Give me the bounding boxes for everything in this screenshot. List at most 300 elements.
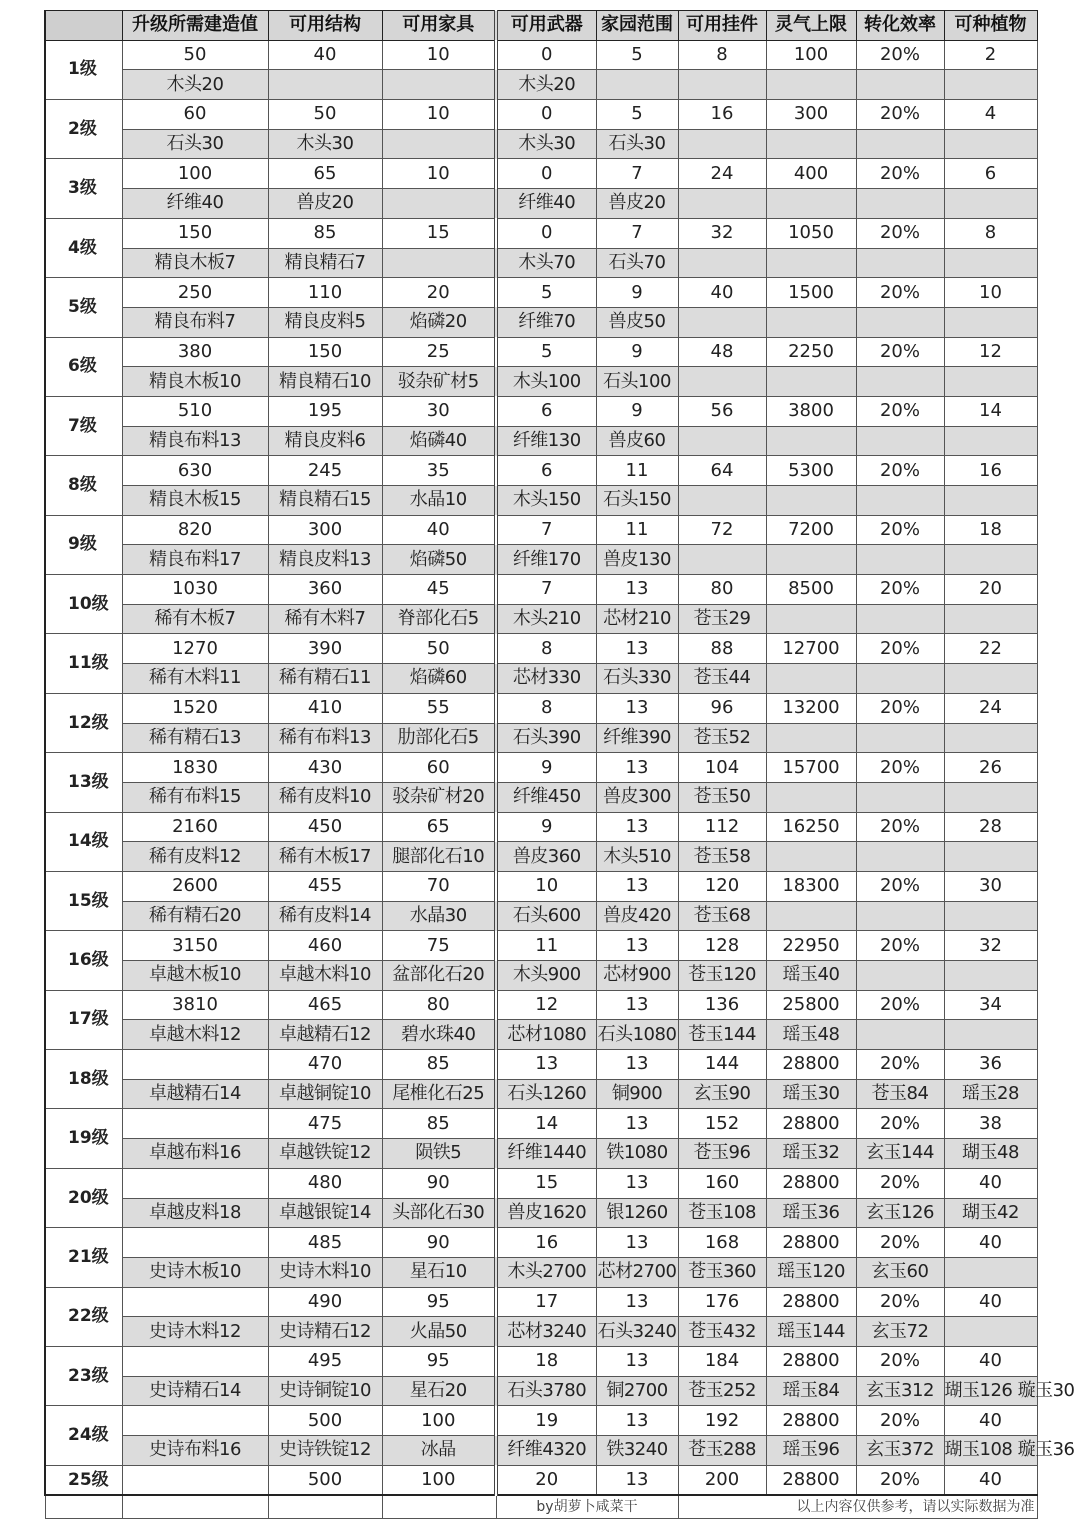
value-cell: 40 xyxy=(268,40,382,70)
value-cell: 3150 xyxy=(122,931,268,961)
material-cell: 精良精石7 xyxy=(268,248,382,278)
material-cell: 石头3780 xyxy=(496,1376,596,1406)
value-cell: 13 xyxy=(596,634,678,664)
material-cell: 苍玉50 xyxy=(678,782,766,812)
material-cell xyxy=(382,70,496,100)
material-cell xyxy=(678,248,766,278)
material-cell: 木头30 xyxy=(268,129,382,159)
value-cell: 100 xyxy=(382,1406,496,1436)
level-label: 3级 xyxy=(45,159,122,218)
value-cell: 15 xyxy=(496,1168,596,1198)
value-cell: 40 xyxy=(944,1168,1037,1198)
value-cell: 55 xyxy=(382,693,496,723)
value-cell: 100 xyxy=(122,159,268,189)
material-cell xyxy=(944,307,1037,337)
value-cell: 300 xyxy=(766,100,856,130)
value-cell: 3810 xyxy=(122,990,268,1020)
level-materials-row xyxy=(45,367,1037,397)
value-cell: 13 xyxy=(596,931,678,961)
material-cell xyxy=(382,129,496,159)
value-cell: 85 xyxy=(382,1109,496,1139)
value-cell: 1520 xyxy=(122,693,268,723)
material-cell: 头部化石30 xyxy=(382,1198,496,1228)
value-cell: 7 xyxy=(496,575,596,605)
footer-blank-cell xyxy=(45,1495,122,1519)
material-cell: 石头330 xyxy=(596,664,678,694)
value-cell: 20% xyxy=(856,1168,944,1198)
material-cell xyxy=(944,486,1037,516)
level-materials-row xyxy=(45,248,1037,278)
value-cell: 20% xyxy=(856,693,944,723)
material-cell xyxy=(678,367,766,397)
level-values-row xyxy=(45,1287,1037,1317)
value-cell: 110 xyxy=(268,278,382,308)
value-cell: 12700 xyxy=(766,634,856,664)
value-cell: 1270 xyxy=(122,634,268,664)
material-cell xyxy=(766,307,856,337)
material-cell: 瑶玉40 xyxy=(766,961,856,991)
value-cell: 455 xyxy=(268,871,382,901)
level-label: 12级 xyxy=(45,693,122,752)
value-cell: 9 xyxy=(496,753,596,783)
material-cell xyxy=(766,129,856,159)
value-cell: 34 xyxy=(944,990,1037,1020)
level-values-row xyxy=(45,1168,1037,1198)
level-values-row xyxy=(45,1228,1037,1258)
material-cell: 苍玉252 xyxy=(678,1376,766,1406)
value-cell: 20 xyxy=(944,575,1037,605)
value-cell: 80 xyxy=(382,990,496,1020)
level-values-row xyxy=(45,753,1037,783)
level-materials-row xyxy=(45,961,1037,991)
material-cell: 纤维1440 xyxy=(496,1139,596,1169)
value-cell: 100 xyxy=(766,40,856,70)
value-cell: 12 xyxy=(496,990,596,1020)
value-cell: 250 xyxy=(122,278,268,308)
value-cell: 13 xyxy=(596,1109,678,1139)
material-cell: 稀有皮料10 xyxy=(268,782,382,812)
material-cell xyxy=(944,842,1037,872)
level-materials-row xyxy=(45,1317,1037,1347)
material-cell xyxy=(856,664,944,694)
material-cell: 芯材900 xyxy=(596,961,678,991)
material-cell: 卓越铜锭10 xyxy=(268,1079,382,1109)
material-cell: 卓越铁锭12 xyxy=(268,1139,382,1169)
material-cell: 纤维390 xyxy=(596,723,678,753)
material-cell: 瑶玉30 xyxy=(766,1079,856,1109)
material-cell: 苍玉432 xyxy=(678,1317,766,1347)
level-values-row xyxy=(45,812,1037,842)
value-cell: 120 xyxy=(678,871,766,901)
value-cell: 400 xyxy=(766,159,856,189)
value-cell: 2 xyxy=(944,40,1037,70)
level-label: 14级 xyxy=(45,812,122,871)
column-header: 可用家具 xyxy=(382,11,496,41)
value-cell: 16 xyxy=(944,456,1037,486)
material-cell: 史诗木板10 xyxy=(122,1257,268,1287)
material-cell: 玄玉144 xyxy=(856,1139,944,1169)
value-cell: 20% xyxy=(856,159,944,189)
level-values-row xyxy=(45,100,1037,130)
value-cell: 40 xyxy=(944,1287,1037,1317)
value-cell: 5 xyxy=(596,40,678,70)
value-cell: 85 xyxy=(382,1050,496,1080)
value-cell: 8 xyxy=(496,693,596,723)
value-cell: 25 xyxy=(382,337,496,367)
level-label: 15级 xyxy=(45,871,122,930)
material-cell xyxy=(766,189,856,219)
level-values-row xyxy=(45,575,1037,605)
value-cell: 38 xyxy=(944,1109,1037,1139)
level-materials-row xyxy=(45,1139,1037,1169)
material-cell: 兽皮360 xyxy=(496,842,596,872)
level-label: 11级 xyxy=(45,634,122,693)
material-cell: 卓越木料12 xyxy=(122,1020,268,1050)
value-cell: 360 xyxy=(268,575,382,605)
material-cell xyxy=(678,189,766,219)
material-cell: 卓越木料10 xyxy=(268,961,382,991)
material-cell: 卓越精石14 xyxy=(122,1079,268,1109)
value-cell: 9 xyxy=(596,396,678,426)
level-values-row xyxy=(45,990,1037,1020)
value-cell: 500 xyxy=(268,1465,382,1495)
value-cell xyxy=(122,1287,268,1317)
material-cell: 稀有精石11 xyxy=(268,664,382,694)
value-cell: 40 xyxy=(678,278,766,308)
value-cell: 96 xyxy=(678,693,766,723)
material-cell xyxy=(856,426,944,456)
value-cell: 25800 xyxy=(766,990,856,1020)
material-cell: 稀有布料13 xyxy=(268,723,382,753)
material-cell: 苍玉360 xyxy=(678,1257,766,1287)
material-cell: 玄玉372 xyxy=(856,1436,944,1466)
material-cell: 水晶10 xyxy=(382,486,496,516)
value-cell: 0 xyxy=(496,100,596,130)
value-cell: 11 xyxy=(596,515,678,545)
value-cell: 630 xyxy=(122,456,268,486)
material-cell: 木头100 xyxy=(496,367,596,397)
material-cell xyxy=(856,604,944,634)
material-cell: 稀有木板7 xyxy=(122,604,268,634)
value-cell: 45 xyxy=(382,575,496,605)
value-cell: 13 xyxy=(596,693,678,723)
value-cell xyxy=(122,1465,268,1495)
material-cell xyxy=(766,723,856,753)
value-cell: 8 xyxy=(678,40,766,70)
level-materials-row xyxy=(45,1257,1037,1287)
value-cell: 60 xyxy=(122,100,268,130)
material-cell xyxy=(678,426,766,456)
material-cell xyxy=(678,545,766,575)
upgrade-table-sheet xyxy=(44,10,1075,1519)
value-cell: 8 xyxy=(496,634,596,664)
material-cell: 肋部化石5 xyxy=(382,723,496,753)
material-cell xyxy=(596,70,678,100)
material-cell: 瑶玉32 xyxy=(766,1139,856,1169)
column-header: 可种植物 xyxy=(944,11,1037,41)
value-cell: 32 xyxy=(678,218,766,248)
level-label: 4级 xyxy=(45,218,122,277)
material-cell xyxy=(856,367,944,397)
level-values-row xyxy=(45,396,1037,426)
value-cell: 390 xyxy=(268,634,382,664)
value-cell: 7 xyxy=(496,515,596,545)
material-cell xyxy=(766,70,856,100)
column-header: 灵气上限 xyxy=(766,11,856,41)
value-cell: 90 xyxy=(382,1228,496,1258)
level-values-row xyxy=(45,159,1037,189)
material-cell: 石头30 xyxy=(122,129,268,159)
material-cell: 史诗铜锭10 xyxy=(268,1376,382,1406)
value-cell: 40 xyxy=(944,1228,1037,1258)
value-cell: 85 xyxy=(268,218,382,248)
material-cell: 兽皮1620 xyxy=(496,1198,596,1228)
level-materials-row xyxy=(45,129,1037,159)
level-label: 10级 xyxy=(45,575,122,634)
level-label: 19级 xyxy=(45,1109,122,1168)
value-cell: 13 xyxy=(596,575,678,605)
value-cell: 28800 xyxy=(766,1228,856,1258)
material-cell: 瑶玉84 xyxy=(766,1376,856,1406)
material-cell: 稀有皮料12 xyxy=(122,842,268,872)
level-values-row xyxy=(45,634,1037,664)
value-cell: 17 xyxy=(496,1287,596,1317)
material-cell xyxy=(944,545,1037,575)
value-cell: 20% xyxy=(856,100,944,130)
level-label: 18级 xyxy=(45,1050,122,1109)
value-cell: 35 xyxy=(382,456,496,486)
material-cell: 木头900 xyxy=(496,961,596,991)
value-cell: 13 xyxy=(496,1050,596,1080)
material-cell: 瑶玉144 xyxy=(766,1317,856,1347)
material-cell: 木头210 xyxy=(496,604,596,634)
column-header: 家园范围 xyxy=(596,11,678,41)
material-cell: 兽皮20 xyxy=(596,189,678,219)
material-cell: 苍玉52 xyxy=(678,723,766,753)
level-values-row xyxy=(45,1050,1037,1080)
level-values-row xyxy=(45,871,1037,901)
material-cell: 精良皮料6 xyxy=(268,426,382,456)
material-cell: 精良皮料13 xyxy=(268,545,382,575)
value-cell: 8 xyxy=(944,218,1037,248)
value-cell: 13 xyxy=(596,753,678,783)
value-cell: 128 xyxy=(678,931,766,961)
material-cell: 芯材2700 xyxy=(596,1257,678,1287)
value-cell: 20 xyxy=(382,278,496,308)
level-values-row xyxy=(45,1109,1037,1139)
material-cell: 石头1260 xyxy=(496,1079,596,1109)
material-cell: 石头150 xyxy=(596,486,678,516)
value-cell: 300 xyxy=(268,515,382,545)
material-cell: 玄玉126 xyxy=(856,1198,944,1228)
material-cell: 驳杂矿材5 xyxy=(382,367,496,397)
material-cell xyxy=(944,664,1037,694)
material-cell: 苍玉96 xyxy=(678,1139,766,1169)
material-cell: 纤维450 xyxy=(496,782,596,812)
value-cell: 13 xyxy=(596,1406,678,1436)
material-cell: 焰磷20 xyxy=(382,307,496,337)
value-cell: 18 xyxy=(944,515,1037,545)
value-cell: 450 xyxy=(268,812,382,842)
value-cell: 50 xyxy=(268,100,382,130)
material-cell xyxy=(382,189,496,219)
value-cell: 13 xyxy=(596,1228,678,1258)
material-cell xyxy=(856,842,944,872)
value-cell: 20% xyxy=(856,1406,944,1436)
material-cell: 苍玉108 xyxy=(678,1198,766,1228)
value-cell: 13 xyxy=(596,1050,678,1080)
value-cell: 6 xyxy=(944,159,1037,189)
value-cell: 19 xyxy=(496,1406,596,1436)
value-cell: 460 xyxy=(268,931,382,961)
value-cell: 0 xyxy=(496,40,596,70)
value-cell: 20% xyxy=(856,1109,944,1139)
level-values-row xyxy=(45,931,1037,961)
value-cell: 20% xyxy=(856,931,944,961)
material-cell: 苍玉58 xyxy=(678,842,766,872)
value-cell xyxy=(122,1050,268,1080)
material-cell: 陨铁5 xyxy=(382,1139,496,1169)
material-cell: 精良布料17 xyxy=(122,545,268,575)
value-cell: 480 xyxy=(268,1168,382,1198)
column-header: 升级所需建造值 xyxy=(122,11,268,41)
material-cell: 瑚玉126 璇玉30 xyxy=(944,1376,1037,1406)
material-cell: 玄玉60 xyxy=(856,1257,944,1287)
value-cell: 820 xyxy=(122,515,268,545)
value-cell: 9 xyxy=(496,812,596,842)
value-cell: 20% xyxy=(856,1346,944,1376)
value-cell: 95 xyxy=(382,1346,496,1376)
material-cell: 木头70 xyxy=(496,248,596,278)
value-cell: 465 xyxy=(268,990,382,1020)
level-label: 23级 xyxy=(45,1346,122,1405)
level-materials-row xyxy=(45,307,1037,337)
value-cell: 20% xyxy=(856,218,944,248)
value-cell: 20% xyxy=(856,337,944,367)
material-cell xyxy=(944,901,1037,931)
value-cell: 65 xyxy=(268,159,382,189)
value-cell: 20% xyxy=(856,634,944,664)
value-cell: 28800 xyxy=(766,1050,856,1080)
level-label: 22级 xyxy=(45,1287,122,1346)
level-materials-row xyxy=(45,842,1037,872)
value-cell: 470 xyxy=(268,1050,382,1080)
material-cell: 水晶30 xyxy=(382,901,496,931)
value-cell: 136 xyxy=(678,990,766,1020)
value-cell: 160 xyxy=(678,1168,766,1198)
material-cell: 苍玉68 xyxy=(678,901,766,931)
value-cell: 2600 xyxy=(122,871,268,901)
material-cell xyxy=(766,901,856,931)
value-cell: 13 xyxy=(596,1465,678,1495)
value-cell: 64 xyxy=(678,456,766,486)
value-cell: 24 xyxy=(944,693,1037,723)
material-cell: 精良木板10 xyxy=(122,367,268,397)
material-cell xyxy=(678,486,766,516)
value-cell: 152 xyxy=(678,1109,766,1139)
material-cell: 铜2700 xyxy=(596,1376,678,1406)
material-cell xyxy=(944,248,1037,278)
material-cell xyxy=(944,426,1037,456)
material-cell: 银1260 xyxy=(596,1198,678,1228)
level-materials-row xyxy=(45,604,1037,634)
level-materials-row xyxy=(45,486,1037,516)
material-cell: 史诗精石14 xyxy=(122,1376,268,1406)
material-cell: 苍玉29 xyxy=(678,604,766,634)
value-cell: 30 xyxy=(382,396,496,426)
footer-row xyxy=(45,1495,1037,1519)
material-cell: 玄玉312 xyxy=(856,1376,944,1406)
value-cell: 20% xyxy=(856,1287,944,1317)
level-materials-row xyxy=(45,723,1037,753)
value-cell: 150 xyxy=(268,337,382,367)
material-cell: 木头510 xyxy=(596,842,678,872)
material-cell: 玄玉72 xyxy=(856,1317,944,1347)
material-cell: 精良木板7 xyxy=(122,248,268,278)
level-materials-row xyxy=(45,782,1037,812)
value-cell: 28800 xyxy=(766,1346,856,1376)
level-materials-row xyxy=(45,545,1037,575)
material-cell: 卓越皮料18 xyxy=(122,1198,268,1228)
upgrade-table xyxy=(44,10,1075,1519)
author-credit: by胡萝卜咸菜干 xyxy=(496,1495,678,1519)
value-cell: 500 xyxy=(268,1406,382,1436)
value-cell: 20% xyxy=(856,575,944,605)
column-header: 可用挂件 xyxy=(678,11,766,41)
material-cell xyxy=(944,189,1037,219)
material-cell: 精良精石15 xyxy=(268,486,382,516)
value-cell: 30 xyxy=(944,871,1037,901)
value-cell: 13 xyxy=(596,1168,678,1198)
material-cell xyxy=(766,545,856,575)
value-cell: 13 xyxy=(596,812,678,842)
material-cell xyxy=(944,961,1037,991)
level-label: 5级 xyxy=(45,278,122,337)
material-cell: 稀有木板17 xyxy=(268,842,382,872)
material-cell xyxy=(944,604,1037,634)
material-cell: 纤维170 xyxy=(496,545,596,575)
material-cell: 稀有皮料14 xyxy=(268,901,382,931)
material-cell xyxy=(944,1257,1037,1287)
material-cell: 木头150 xyxy=(496,486,596,516)
value-cell: 10 xyxy=(496,871,596,901)
material-cell: 瑚玉42 xyxy=(944,1198,1037,1228)
level-materials-row xyxy=(45,664,1037,694)
level-materials-row xyxy=(45,189,1037,219)
material-cell: 木头2700 xyxy=(496,1257,596,1287)
material-cell: 兽皮20 xyxy=(268,189,382,219)
material-cell: 星石20 xyxy=(382,1376,496,1406)
material-cell: 芯材330 xyxy=(496,664,596,694)
level-materials-row xyxy=(45,1198,1037,1228)
value-cell: 13 xyxy=(596,871,678,901)
value-cell: 40 xyxy=(944,1346,1037,1376)
value-cell: 5300 xyxy=(766,456,856,486)
material-cell: 铁1080 xyxy=(596,1139,678,1169)
value-cell: 184 xyxy=(678,1346,766,1376)
material-cell: 芯材3240 xyxy=(496,1317,596,1347)
material-cell: 石头3240 xyxy=(596,1317,678,1347)
value-cell: 4 xyxy=(944,100,1037,130)
material-cell xyxy=(766,426,856,456)
value-cell: 7200 xyxy=(766,515,856,545)
level-values-row xyxy=(45,1465,1037,1495)
material-cell: 精良精石10 xyxy=(268,367,382,397)
value-cell: 90 xyxy=(382,1168,496,1198)
level-values-row xyxy=(45,693,1037,723)
value-cell: 510 xyxy=(122,396,268,426)
material-cell: 木头20 xyxy=(122,70,268,100)
